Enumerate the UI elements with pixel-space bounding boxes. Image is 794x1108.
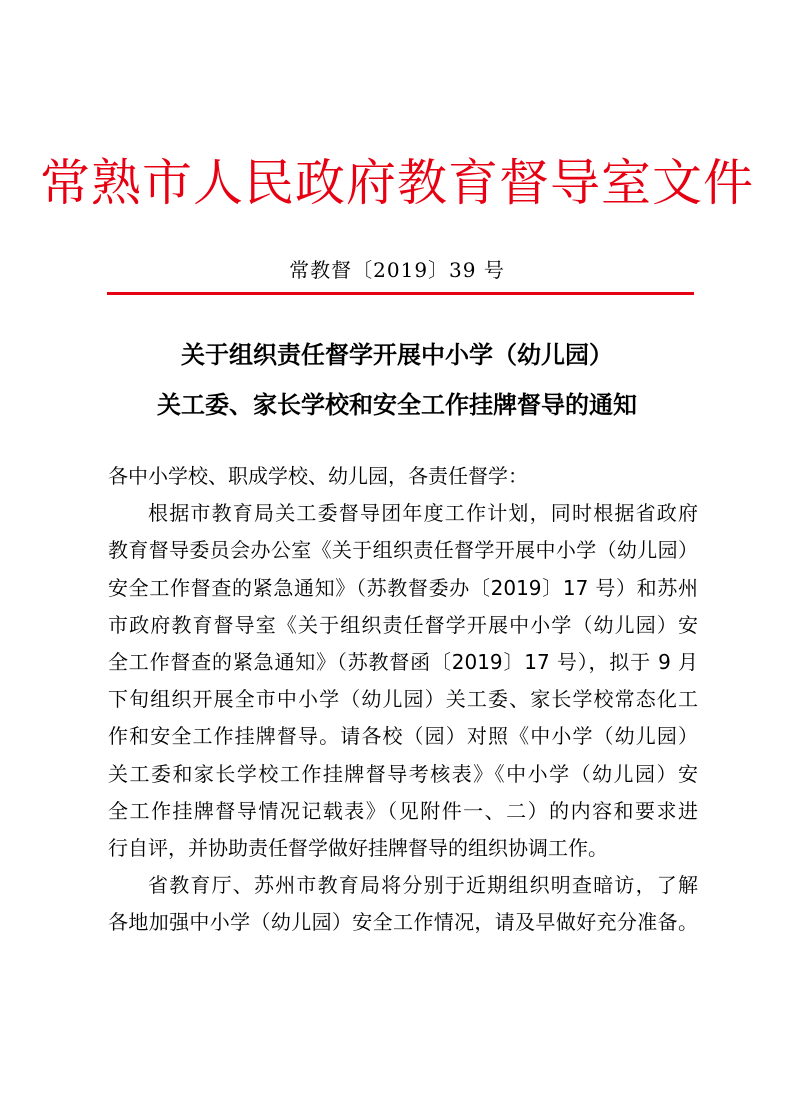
paragraph-1 [108,495,698,867]
paragraph-line: 全工作挂牌督导情况记载表》（见附件一、二）的内容和要求进 [108,798,698,823]
paragraph-line: 市政府教育督导室《关于组织责任督学开展中小学（幼儿园）安 [108,612,698,637]
paragraph-line: 全工作督查的紧急通知》（苏教督函〔2019〕17 号），拟于 9 月 [108,649,698,674]
paragraph-line: 下旬组织开展全市中小学（幼儿园）关工委、家长学校常态化工 [108,687,698,712]
notice-body [108,458,698,941]
paragraph-line: 关工委和家长学校工作挂牌督导考核表》《中小学（幼儿园）安 [108,761,698,786]
paragraph-line: 省教育厅、苏州市教育局将分别于近期组织明查暗访，了解 [148,873,698,898]
paragraph-line: 根据市教育局关工委督导团年度工作计划，同时根据省政府 [148,501,698,526]
red-divider-line [107,292,694,295]
paragraph-line: 各地加强中小学（幼儿园）安全工作情况，请及早做好充分准备。 [108,910,698,935]
salutation: 各中小学校、职成学校、幼儿园，各责任督学： [108,464,528,488]
paragraph-line: 行自评，并协助责任督学做好挂牌督导的组织协调工作。 [108,835,608,860]
paragraph-line: 教育督导委员会办公室《关于组织责任督学开展中小学（幼儿园） [108,538,698,563]
notice-title-line-2: 关工委、家长学校和安全工作挂牌督导的通知 [157,391,637,419]
issuer-header: 常熟市人民政府教育督导室文件 [40,154,754,212]
paragraph-line: 作和安全工作挂牌督导。请各校（园）对照《中小学（幼儿园） [108,724,698,749]
document-number: 常教督〔2019〕39 号 [289,258,505,282]
paragraph-line: 安全工作督查的紧急通知》（苏教督委办〔2019〕17 号）和苏州 [108,575,698,600]
paragraph-2 [108,867,698,941]
notice-title-line-1: 关于组织责任督学开展中小学（幼儿园） [181,341,613,369]
